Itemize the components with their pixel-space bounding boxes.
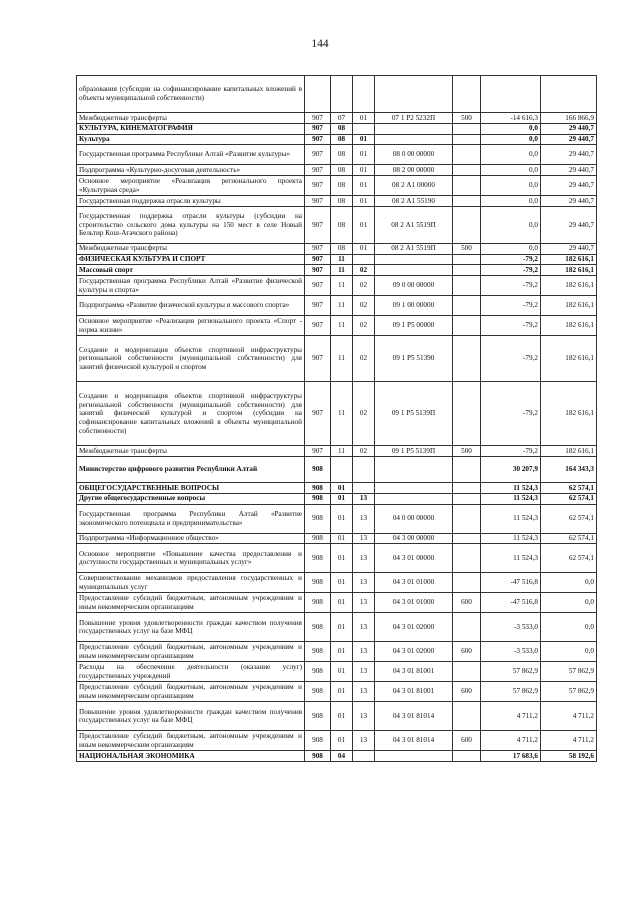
row-target-article: 04 3 01 00000 [375,544,453,573]
row-amount-total: 182 616,1 [541,446,597,457]
row-expense-type: 500 [453,243,481,254]
row-expense-type [453,457,481,483]
row-amount-total: 166 866,9 [541,113,597,124]
row-amount-change: 17 683,6 [481,751,541,762]
table-row [77,662,597,682]
row-expense-type: 600 [453,642,481,662]
row-section-code: 08 [331,134,353,145]
row-target-article: 04 3 01 01000 [375,573,453,593]
table-row [77,544,597,573]
row-subsection-code: 13 [353,731,375,751]
row-subsection-code: 02 [353,316,375,336]
row-ministry-code: 907 [305,243,331,254]
table-row [77,504,597,533]
row-expense-type [453,662,481,682]
row-name: ОБЩЕГОСУДАРСТВЕННЫЕ ВОПРОСЫ [77,483,305,494]
table-row [77,254,597,265]
row-target-article [375,493,453,504]
row-amount-total: 0,0 [541,613,597,642]
row-amount-change: -3 533,0 [481,642,541,662]
row-subsection-code: 13 [353,593,375,613]
row-subsection-code: 01 [353,113,375,124]
row-amount-total: 0,0 [541,573,597,593]
row-amount-change: 4 711,2 [481,731,541,751]
row-name: Государственная программа Республики Алтай «Развитие культуры» [77,145,305,165]
row-section-code: 01 [331,504,353,533]
row-amount-total: 58 192,6 [541,751,597,762]
row-section-code: 04 [331,751,353,762]
row-expense-type [453,254,481,265]
row-name: Создание и модернизация объектов спортивной инфраструктуры региональной собственности (муниципальной собственности) для занятий физической культурой и спортом [77,336,305,382]
row-amount-change: -79,2 [481,336,541,382]
row-subsection-code [353,254,375,265]
row-target-article: 04 3 01 81001 [375,662,453,682]
row-amount-total: 182 616,1 [541,276,597,296]
row-ministry-code: 908 [305,682,331,702]
row-amount-total: 4 711,2 [541,731,597,751]
row-name: Подпрограмма «Информационное общество» [77,533,305,544]
row-name: Предоставление субсидий бюджетным, автономным учреждениям и иным некоммерческим организациям [77,593,305,613]
row-expense-type [453,265,481,276]
row-amount-change: -3 533,0 [481,613,541,642]
row-amount-total: 62 574,1 [541,504,597,533]
row-target-article [375,751,453,762]
table-row [77,702,597,731]
table-row [77,296,597,316]
row-ministry-code: 908 [305,642,331,662]
row-amount-change: 30 207,9 [481,457,541,483]
row-amount-total: 29 440,7 [541,145,597,165]
row-ministry-code: 907 [305,134,331,145]
row-amount-total: 164 343,3 [541,457,597,483]
row-target-article: 04 3 01 01000 [375,593,453,613]
row-subsection-code: 01 [353,206,375,243]
row-target-article: 08 0 00 00000 [375,145,453,165]
row-target-article [375,483,453,494]
row-ministry-code: 907 [305,145,331,165]
row-amount-total: 29 440,7 [541,196,597,207]
row-section-code: 08 [331,123,353,134]
row-section-code: 11 [331,265,353,276]
row-subsection-code: 02 [353,296,375,316]
row-section-code: 07 [331,113,353,124]
row-target-article [375,457,453,483]
row-expense-type [453,751,481,762]
row-name: Межбюджетные трансферты [77,113,305,124]
row-amount-total: 29 440,7 [541,206,597,243]
row-section-code: 11 [331,446,353,457]
row-section-code: 01 [331,493,353,504]
row-amount-total: 29 440,7 [541,243,597,254]
row-amount-total: 182 616,1 [541,382,597,446]
row-section-code: 01 [331,593,353,613]
row-target-article [375,265,453,276]
table-row [77,206,597,243]
row-name: Межбюджетные трансферты [77,243,305,254]
row-ministry-code: 908 [305,702,331,731]
table-row [77,731,597,751]
row-amount-change: -79,2 [481,276,541,296]
table-row [77,123,597,134]
row-name: Государственная программа Республики Алтай «Развитие экономического потенциала и предпринимательства» [77,504,305,533]
row-ministry-code: 908 [305,593,331,613]
row-subsection-code: 13 [353,682,375,702]
row-amount-change: 11 524,3 [481,483,541,494]
table-row [77,145,597,165]
table-row [77,316,597,336]
row-amount-total: 57 862,9 [541,682,597,702]
row-target-article: 09 1 Р5 5139П [375,382,453,446]
row-name: Массовый спорт [77,265,305,276]
row-section-code: 01 [331,573,353,593]
row-expense-type [453,336,481,382]
table-row [77,276,597,296]
row-expense-type [453,533,481,544]
row-amount-change: 4 711,2 [481,702,541,731]
row-expense-type [453,176,481,196]
row-section-code: 08 [331,196,353,207]
table-row [77,457,597,483]
row-name: Расходы на обеспечение деятельности (оказание услуг) государственных учреждений [77,662,305,682]
row-amount-total: 62 574,1 [541,493,597,504]
row-name: Создание и модернизация объектов спортивной инфраструктуры региональной собственности (муниципальной собственности) для занятий физической культурой и спортом (субсидии на софинансирование капитальных вложений в объекты муниципальной собственности) [77,382,305,446]
row-ministry-code: 908 [305,731,331,751]
row-amount-total: 29 440,7 [541,134,597,145]
row-ministry-code: 907 [305,176,331,196]
row-subsection-code: 02 [353,276,375,296]
row-section-code: 11 [331,382,353,446]
table-row [77,642,597,662]
row-section-code: 01 [331,731,353,751]
row-ministry-code: 907 [305,336,331,382]
row-name: Основное мероприятие «Реализация регионального проекта «Культурная среда» [77,176,305,196]
row-ministry-code: 907 [305,113,331,124]
row-amount-total: 182 616,1 [541,254,597,265]
row-expense-type [453,493,481,504]
row-name: Другие общегосударственные вопросы [77,493,305,504]
row-expense-type [453,296,481,316]
row-section-code: 08 [331,206,353,243]
row-subsection-code: 02 [353,446,375,457]
row-section-code: 01 [331,483,353,494]
row-amount-change: 11 524,3 [481,533,541,544]
row-section-code: 01 [331,662,353,682]
row-name: Государственная программа Республики Алтай «Развитие физической культуры и спорта» [77,276,305,296]
row-amount-change: 0,0 [481,165,541,176]
row-expense-type [453,382,481,446]
row-ministry-code: 908 [305,533,331,544]
row-amount-total: 0,0 [541,593,597,613]
row-section-code: 01 [331,642,353,662]
table-row [77,196,597,207]
row-subsection-code: 13 [353,573,375,593]
row-expense-type: 500 [453,113,481,124]
row-subsection-code: 13 [353,493,375,504]
row-ministry-code: 907 [305,265,331,276]
row-ministry-code: 907 [305,382,331,446]
row-target-article: 08 2 А1 5519П [375,206,453,243]
row-expense-type [453,504,481,533]
row-expense-type [453,702,481,731]
row-target-article: 09 1 Р5 5139П [375,446,453,457]
table-row [77,573,597,593]
row-target-article [375,123,453,134]
row-ministry-code: 908 [305,573,331,593]
row-expense-type [453,134,481,145]
row-ministry-code: 907 [305,254,331,265]
row-target-article: 04 3 00 00000 [375,533,453,544]
row-ministry-code: 907 [305,446,331,457]
table-row [77,382,597,446]
row-ministry-code: 908 [305,544,331,573]
row-section-code: 08 [331,145,353,165]
row-expense-type [453,573,481,593]
row-section-code: 11 [331,336,353,382]
row-subsection-code: 13 [353,702,375,731]
row-ministry-code: 908 [305,483,331,494]
row-amount-change: 11 524,3 [481,544,541,573]
row-subsection-code: 13 [353,544,375,573]
row-target-article: 08 2 А1 5519П [375,243,453,254]
row-amount-total: 182 616,1 [541,265,597,276]
table-row [77,265,597,276]
table-row [77,613,597,642]
row-ministry-code: 908 [305,457,331,483]
row-subsection-code: 01 [353,145,375,165]
row-target-article: 09 0 00 00000 [375,276,453,296]
row-amount-total: 62 574,1 [541,544,597,573]
table-row [77,751,597,762]
row-name: Государственная поддержка отрасли культуры (субсидии на строительство сельского дома культуры на 150 мест в селе Новый Бельтир Кош-Агачского района) [77,206,305,243]
row-amount-total: 4 711,2 [541,702,597,731]
row-subsection-code: 13 [353,662,375,682]
row-target-article: 04 3 01 02000 [375,613,453,642]
row-subsection-code [353,457,375,483]
row-amount-change: -79,2 [481,265,541,276]
row-amount-change: 11 524,3 [481,493,541,504]
row-section-code: 11 [331,316,353,336]
row-expense-type [453,196,481,207]
row-amount-change: 0,0 [481,206,541,243]
row-section-code: 11 [331,276,353,296]
row-name: Подпрограмма «Культурно-досуговая деятельность» [77,165,305,176]
row-section-code: 01 [331,533,353,544]
row-name: НАЦИОНАЛЬНАЯ ЭКОНОМИКА [77,751,305,762]
row-amount-change: -79,2 [481,316,541,336]
row-target-article: 07 1 Р2 5232П [375,113,453,124]
row-amount-change: 0,0 [481,176,541,196]
row-section-code [331,457,353,483]
row-amount-total: 182 616,1 [541,336,597,382]
row-ministry-code: 908 [305,493,331,504]
table-row [77,493,597,504]
row-expense-type [453,613,481,642]
table-row [77,483,597,494]
table-row [77,336,597,382]
row-amount-change: 57 862,9 [481,682,541,702]
row-expense-type [453,316,481,336]
row-subsection-code [353,483,375,494]
row-name: образования (субсидии на софинансирование капитальных вложений в объекты муниципальной собственности) [77,76,305,113]
row-subsection-code: 01 [353,243,375,254]
row-expense-type [453,276,481,296]
row-ministry-code: 908 [305,613,331,642]
row-expense-type: 600 [453,593,481,613]
table-row [77,76,597,113]
table-row [77,165,597,176]
row-amount-change: 57 862,9 [481,662,541,682]
row-ministry-code: 907 [305,296,331,316]
row-expense-type: 600 [453,731,481,751]
row-target-article: 04 3 01 81014 [375,731,453,751]
row-name: Предоставление субсидий бюджетным, автономным учреждениям и иным некоммерческим организациям [77,731,305,751]
row-section-code [331,76,353,113]
row-section-code: 01 [331,613,353,642]
row-section-code: 08 [331,176,353,196]
table-row [77,446,597,457]
row-section-code: 01 [331,682,353,702]
row-name: Предоставление субсидий бюджетным, автономным учреждениям и иным некоммерческим организациям [77,642,305,662]
row-subsection-code: 13 [353,533,375,544]
row-ministry-code: 907 [305,316,331,336]
row-amount-total: 29 440,7 [541,176,597,196]
row-amount-change: -47 516,8 [481,593,541,613]
row-subsection-code: 13 [353,504,375,533]
row-amount-change: -79,2 [481,254,541,265]
row-expense-type: 600 [453,682,481,702]
row-subsection-code: 13 [353,613,375,642]
row-target-article: 09 1 Р5 00000 [375,316,453,336]
row-amount-total: 29 440,7 [541,123,597,134]
row-subsection-code: 02 [353,265,375,276]
row-subsection-code: 01 [353,165,375,176]
row-name: Повышение уровня удовлетворенности граждан качеством получения государственных услуг на базе МФЦ [77,613,305,642]
row-name: ФИЗИЧЕСКАЯ КУЛЬТУРА И СПОРТ [77,254,305,265]
row-subsection-code: 01 [353,196,375,207]
table-row [77,176,597,196]
row-ministry-code: 907 [305,196,331,207]
row-amount-change: -14 616,3 [481,113,541,124]
row-amount-change: 0,0 [481,134,541,145]
row-expense-type [453,206,481,243]
row-amount-change: 0,0 [481,145,541,165]
table-row [77,134,597,145]
row-target-article [375,76,453,113]
row-ministry-code: 907 [305,123,331,134]
row-target-article: 04 3 01 81001 [375,682,453,702]
row-ministry-code: 907 [305,276,331,296]
row-subsection-code [353,123,375,134]
page-number: 144 [311,38,329,50]
row-ministry-code: 907 [305,165,331,176]
row-name: Повышение уровня удовлетворенности граждан качеством получения государственных услуг на базе МФЦ [77,702,305,731]
row-amount-change: -79,2 [481,296,541,316]
row-name: Совершенствование механизмов предоставления государственных и муниципальных услуг [77,573,305,593]
row-section-code: 01 [331,702,353,731]
row-amount-total: 0,0 [541,642,597,662]
row-name: Предоставление субсидий бюджетным, автономным учреждениям и иным некоммерческим организациям [77,682,305,702]
row-amount-change: 0,0 [481,243,541,254]
row-expense-type [453,145,481,165]
row-target-article: 04 3 01 81014 [375,702,453,731]
row-name: Основное мероприятие «Повышение качества предоставления и доступности государственных и муниципальных услуг» [77,544,305,573]
row-ministry-code [305,76,331,113]
budget-table [76,75,597,762]
row-subsection-code [353,76,375,113]
row-name: Государственная поддержка отрасли культуры [77,196,305,207]
row-amount-total: 57 862,9 [541,662,597,682]
row-amount-total: 182 616,1 [541,296,597,316]
row-target-article: 08 2 А1 00000 [375,176,453,196]
row-expense-type [453,544,481,573]
row-section-code: 08 [331,165,353,176]
row-amount-total: 62 574,1 [541,533,597,544]
row-ministry-code: 908 [305,751,331,762]
table-row [77,593,597,613]
row-target-article [375,134,453,145]
row-amount-total [541,76,597,113]
row-amount-change: -47 516,8 [481,573,541,593]
row-subsection-code: 13 [353,642,375,662]
row-target-article: 04 0 00 00000 [375,504,453,533]
row-section-code: 11 [331,296,353,316]
table-row [77,243,597,254]
table-row [77,113,597,124]
row-expense-type [453,123,481,134]
row-amount-total: 182 616,1 [541,316,597,336]
row-name: Основное мероприятие «Реализация регионального проекта «Спорт - норма жизни» [77,316,305,336]
row-target-article [375,254,453,265]
row-ministry-code: 907 [305,206,331,243]
row-amount-change [481,76,541,113]
row-expense-type [453,165,481,176]
row-target-article: 09 1 Р5 51390 [375,336,453,382]
row-section-code: 08 [331,243,353,254]
row-amount-change: -79,2 [481,446,541,457]
row-target-article: 08 2 А1 55190 [375,196,453,207]
row-ministry-code: 908 [305,504,331,533]
row-expense-type: 500 [453,446,481,457]
row-amount-change: 0,0 [481,123,541,134]
row-name: Подпрограмма «Развитие физической культуры и массового спорта» [77,296,305,316]
row-name: КУЛЬТУРА, КИНЕМАТОГРАФИЯ [77,123,305,134]
row-amount-change: -79,2 [481,382,541,446]
row-ministry-code: 908 [305,662,331,682]
row-section-code: 01 [331,544,353,573]
row-subsection-code: 02 [353,382,375,446]
row-section-code: 11 [331,254,353,265]
row-name: Министерство цифрового развития Республики Алтай [77,457,305,483]
table-row [77,682,597,702]
row-amount-total: 62 574,1 [541,483,597,494]
row-name: Межбюджетные трансферты [77,446,305,457]
row-name: Культура [77,134,305,145]
table-row [77,533,597,544]
row-subsection-code: 01 [353,176,375,196]
row-expense-type [453,483,481,494]
row-subsection-code: 01 [353,134,375,145]
row-amount-change: 11 524,3 [481,504,541,533]
row-amount-total: 29 440,7 [541,165,597,176]
row-target-article: 04 3 01 02000 [375,642,453,662]
row-expense-type [453,76,481,113]
row-subsection-code [353,751,375,762]
row-target-article: 08 2 00 00000 [375,165,453,176]
row-target-article: 09 1 00 00000 [375,296,453,316]
row-subsection-code: 02 [353,336,375,382]
row-amount-change: 0,0 [481,196,541,207]
